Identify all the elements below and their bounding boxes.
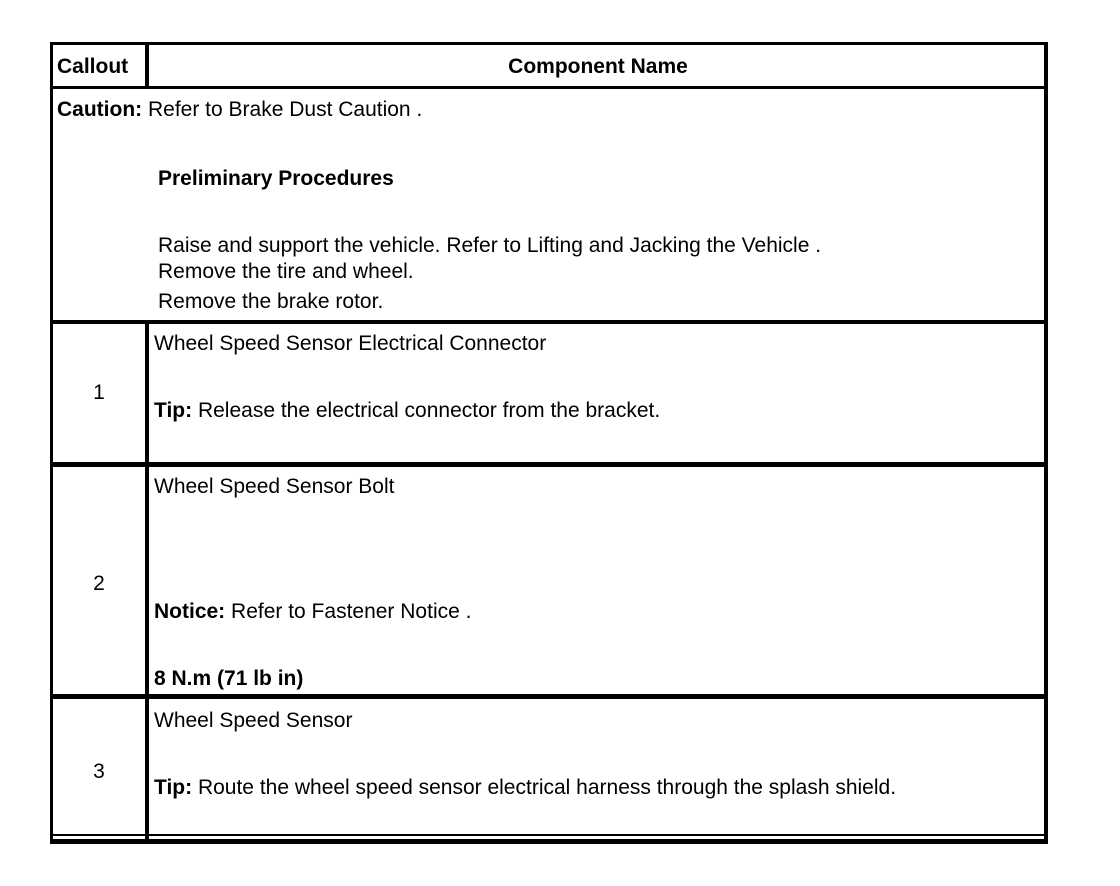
callout-2: 2 <box>93 572 105 595</box>
header-callout: Callout <box>57 55 129 78</box>
header-divider <box>53 86 1044 89</box>
row-3-divider <box>53 834 1044 836</box>
torque-spec-2: 8 N.m (71 lb in) <box>154 667 304 690</box>
row-1-divider <box>53 462 1044 467</box>
tip-label: Tip: <box>154 399 193 422</box>
intro-divider <box>53 320 1044 324</box>
callout-1: 1 <box>93 381 105 404</box>
preliminary-step-1: Raise and support the vehicle. Refer to Lifting and Jacking the Vehicle . <box>158 234 822 257</box>
tip-1 <box>154 399 660 423</box>
header-component-name: Component Name <box>508 55 688 78</box>
caution-label: Caution: <box>57 98 143 121</box>
row-2-divider <box>53 694 1044 699</box>
caution-text: Refer to Brake Dust Caution . <box>142 98 423 121</box>
tip-text: Release the electrical connector from the bracket. <box>192 399 661 422</box>
tip-label: Tip: <box>154 776 193 799</box>
notice-2 <box>154 600 471 624</box>
notice-text: Refer to Fastener Notice . <box>225 600 472 623</box>
preliminary-heading: Preliminary Procedures <box>158 167 394 190</box>
preliminary-step-3: Remove the brake rotor. <box>158 290 384 313</box>
component-name-3: Wheel Speed Sensor <box>154 709 353 732</box>
preliminary-step-2: Remove the tire and wheel. <box>158 260 414 283</box>
tip-text: Route the wheel speed sensor electrical harness through the splash shield. <box>192 776 897 799</box>
component-name-2: Wheel Speed Sensor Bolt <box>154 475 395 498</box>
component-table <box>50 42 1048 844</box>
component-name-1: Wheel Speed Sensor Electrical Connector <box>154 332 547 355</box>
notice-label: Notice: <box>154 600 226 623</box>
tip-3 <box>154 776 896 800</box>
caution-line <box>57 98 422 122</box>
callout-3: 3 <box>93 760 105 783</box>
callout-column-divider <box>145 320 149 842</box>
